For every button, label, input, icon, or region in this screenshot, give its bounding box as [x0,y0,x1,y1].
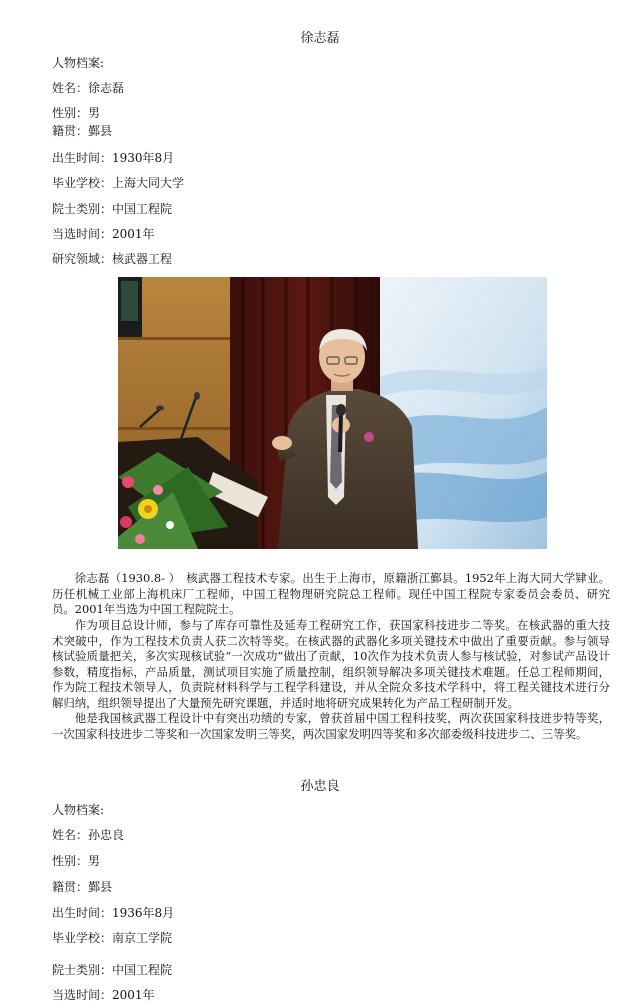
school-field: 毕业学校：南京工学院 [52,931,173,945]
profile-title: 孙忠良 [300,779,340,794]
archive-label: 人物档案: [52,56,105,70]
bio-paragraph-2: 作为项目总设计师，参与了库存可靠性及延寿工程研究工作，获国家科技进步二等奖。在核武器的重大技术突破中，作为工程技术负责人获二次特等奖。在核武器的武器化多项关键技术中做出了重要贡献。参与领导核试验质量把关，多次实现核试验“一次成功”做出了贡献，10次作为技术负责人参与核试验，对参试产品设计参数，精度指标，产品质量，测试项目实施了质量控制，组织领导解决多项关键技术难题。任总工程师期间，作为院工程技术领导人，负责院材料科学与工程学科建设，并从全院众多技术学科中，将工程关键技术进行分解归纳，组织领导提出了大量预先研究课题，并适时地将研究成果转化为产品工程研制开发。 [52,618,610,710]
research-field: 研究领域：核武器工程 [52,252,173,266]
profile-title: 徐志磊 [300,31,340,46]
academy-field: 院士类别：中国工程院 [52,202,173,216]
native-place-field: 籍贯：鄞县 [52,124,113,138]
archive-label: 人物档案: [52,803,105,817]
elected-date-field: 当选时间：2001年 [52,988,155,1002]
birth-date-field: 出生时间：1930年8月 [52,151,175,165]
name-field: 姓名：徐志磊 [52,81,125,95]
birth-date-field: 出生时间：1936年8月 [52,906,175,920]
school-field: 毕业学校：上海大同大学 [52,176,185,190]
bio-paragraph-3: 他是我国核武器工程设计中有突出功绩的专家，曾获首届中国工程科技奖，两次获国家科技进步特等奖，一次国家科技进步二等奖和一次国家发明三等奖，两次国家发明四等奖和多次部委级科技进步二、三等奖。 [52,711,610,741]
bio-paragraph-1: 徐志磊（1930.8- ） 核武器工程技术专家。出生于上海市，原籍浙江鄞县。1952年上海大同大学肄业。历任机械工业部上海机床厂工程师，中国工程物理研究院总工程师。现任中国工程院专家委员会委员、研究员。2001年当选为中国工程院院士。 [52,571,610,617]
name-field: 姓名：孙忠良 [52,828,125,842]
gender-field: 性别：男 [52,854,101,868]
gender-field: 性别：男 [52,106,101,120]
native-place-field: 籍贯：鄞县 [52,880,113,894]
elected-date-field: 当选时间：2001年 [52,227,155,241]
academy-field: 院士类别：中国工程院 [52,963,173,977]
portrait-photo [118,277,547,549]
